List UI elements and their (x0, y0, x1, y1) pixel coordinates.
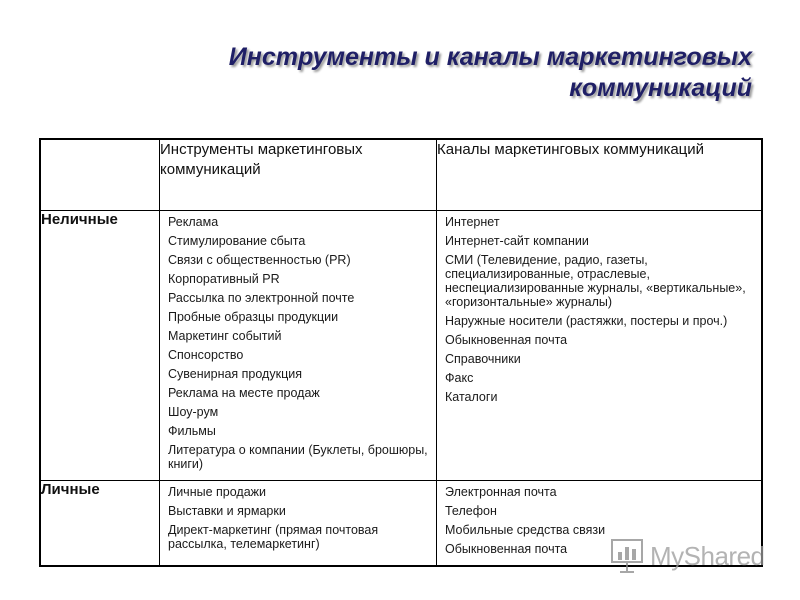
list-item: Наружные носители (растяжки, постеры и проч.) (445, 314, 728, 328)
list-item: Выставки и ярмарки (168, 504, 286, 518)
list-item: Рассылка по электронной почте (168, 291, 355, 305)
list-item: СМИ (Телевидение, радио, газеты, специализированные, отраслевые, неспециализированные журналы, «вертикальные», «горизонтальные» журналы) (445, 253, 746, 309)
tools-channels-table (39, 138, 763, 567)
row-label-impersonal: Неличные (40, 211, 160, 481)
list-item: Директ-маркетинг (прямая почтовая рассылка, телемаркетинг) (168, 523, 379, 551)
personal-tools-cell (160, 481, 437, 567)
slide-title-line-2: коммуникаций (569, 74, 752, 102)
impersonal-channels-cell (437, 211, 763, 481)
list-item: Личные продажи (168, 485, 266, 499)
list-item: Реклама (168, 215, 219, 229)
list-item: Интернет-сайт компании (445, 234, 589, 248)
list-item: Сувенирная продукция (168, 367, 302, 381)
list-item: Реклама на месте продаж (168, 386, 320, 400)
table-header-row (40, 139, 762, 211)
list-item: Факс (445, 371, 474, 385)
list-item: Спонсорство (168, 348, 244, 362)
list-item: Связи с общественностью (PR) (168, 253, 351, 267)
list-item: Фильмы (168, 424, 216, 438)
slide-title (112, 42, 752, 104)
list-item: Интернет (445, 215, 500, 229)
list-item: Телефон (445, 504, 497, 518)
slide-title-line-1: Инструменты и каналы маркетинговых (228, 43, 752, 71)
watermark (610, 538, 770, 574)
list-item: Обыкновенная почта (445, 542, 568, 556)
list-item: Маркетинг событий (168, 329, 282, 343)
list-item: Каталоги (445, 390, 498, 404)
header-channels: Каналы маркетинговых коммуникаций (437, 139, 763, 211)
list-item: Электронная почта (445, 485, 557, 499)
watermark-text: MyShared (650, 541, 765, 571)
presentation-chart-icon (610, 538, 644, 574)
list-item: Справочники (445, 352, 521, 366)
table-row-impersonal (40, 211, 762, 481)
list-item: Корпоративный PR (168, 272, 280, 286)
impersonal-tools-list (160, 211, 436, 480)
impersonal-tools-cell (160, 211, 437, 481)
list-item: Стимулирование сбыта (168, 234, 306, 248)
list-item: Пробные образцы продукции (168, 310, 339, 324)
list-item: Мобильные средства связи (445, 523, 606, 537)
header-tools: Инструменты маркетинговых коммуникаций (160, 139, 437, 211)
row-label-personal: Личные (40, 481, 160, 567)
list-item: Шоу-рум (168, 405, 219, 419)
personal-tools-list (160, 481, 436, 560)
header-empty-cell (40, 139, 160, 211)
impersonal-channels-list (437, 211, 761, 413)
list-item: Литература о компании (Буклеты, брошюры, книги) (168, 443, 428, 471)
list-item: Обыкновенная почта (445, 333, 568, 347)
